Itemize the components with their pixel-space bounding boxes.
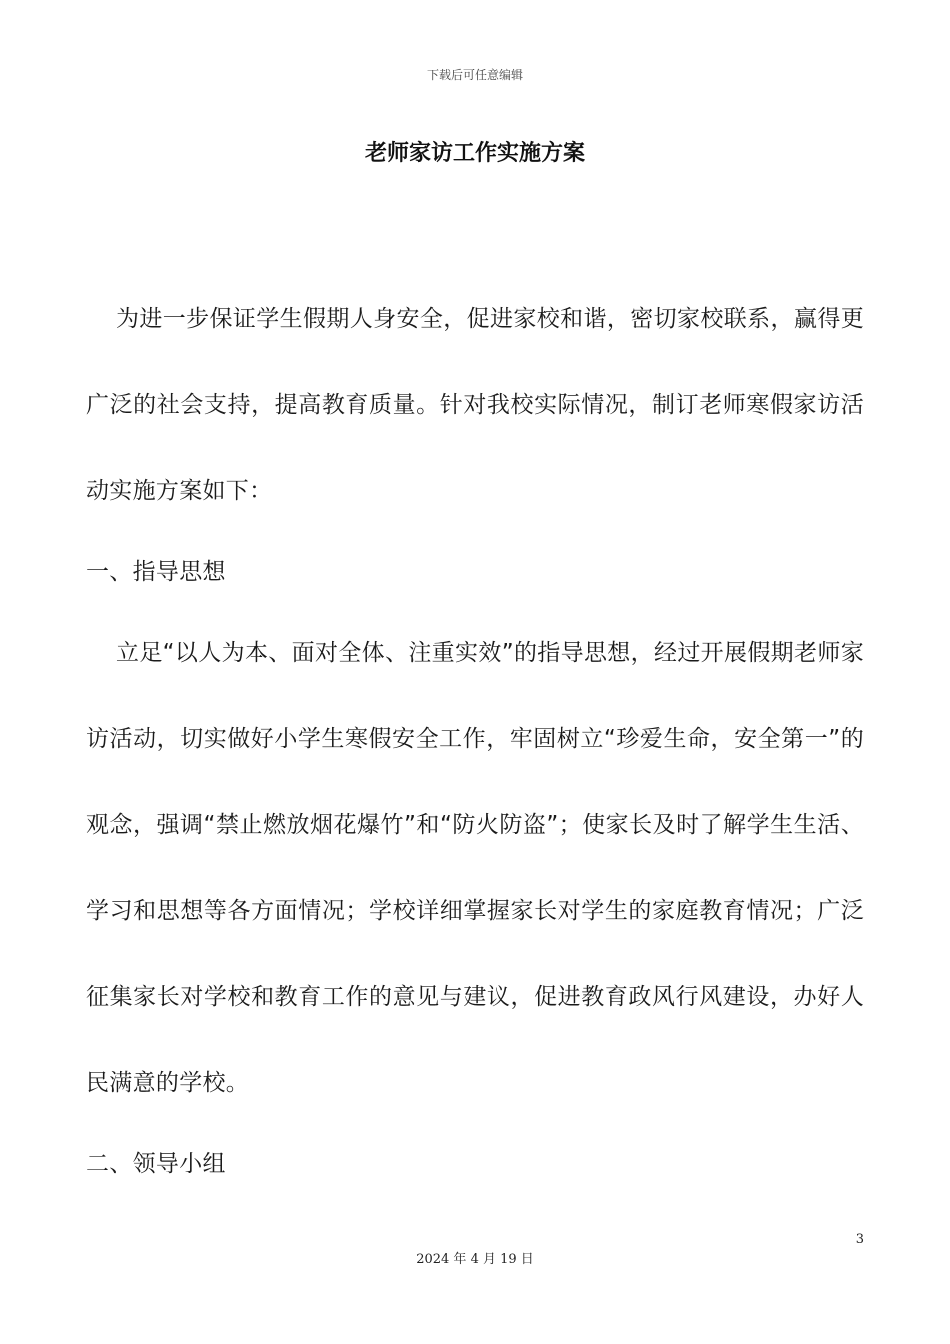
header-note: 下载后可任意编辑 — [426, 68, 523, 82]
section-heading-leadership-group: 二、领导小组 — [86, 1151, 226, 1177]
document-title: 老师家访工作实施方案 — [364, 141, 585, 166]
footer-date: 2024 年 4 月 19 日 — [416, 1252, 534, 1267]
document-body — [86, 276, 864, 1202]
page-number: 3 — [855, 1232, 864, 1247]
section-heading-guiding-ideology: 一、指导思想 — [86, 559, 226, 585]
intro-paragraph: 为进一步保证学生假期人身安全，促进家校和谐，密切家校联系，赢得更广泛的社会支持，提高教育质量。针对我校实际情况，制订老师寒假家访活动实施方案如下： — [86, 306, 864, 504]
section-body-guiding-ideology: 立足“以人为本、面对全体、注重实效”的指导思想，经过开展假期老师家访活动，切实做好小学生寒假安全工作，牢固树立“珍爱生命，安全第一”的观念，强调“禁止燃放烟花爆竹”和“防火防盗”；使家长及时了解学生生活、学习和思想等各方面情况；学校详细掌握家长对学生的家庭教育情况；广泛征集家长对学校和教育工作的意见与建议，促进教育政风行风建设，办好人民满意的学校。 — [86, 640, 864, 1096]
